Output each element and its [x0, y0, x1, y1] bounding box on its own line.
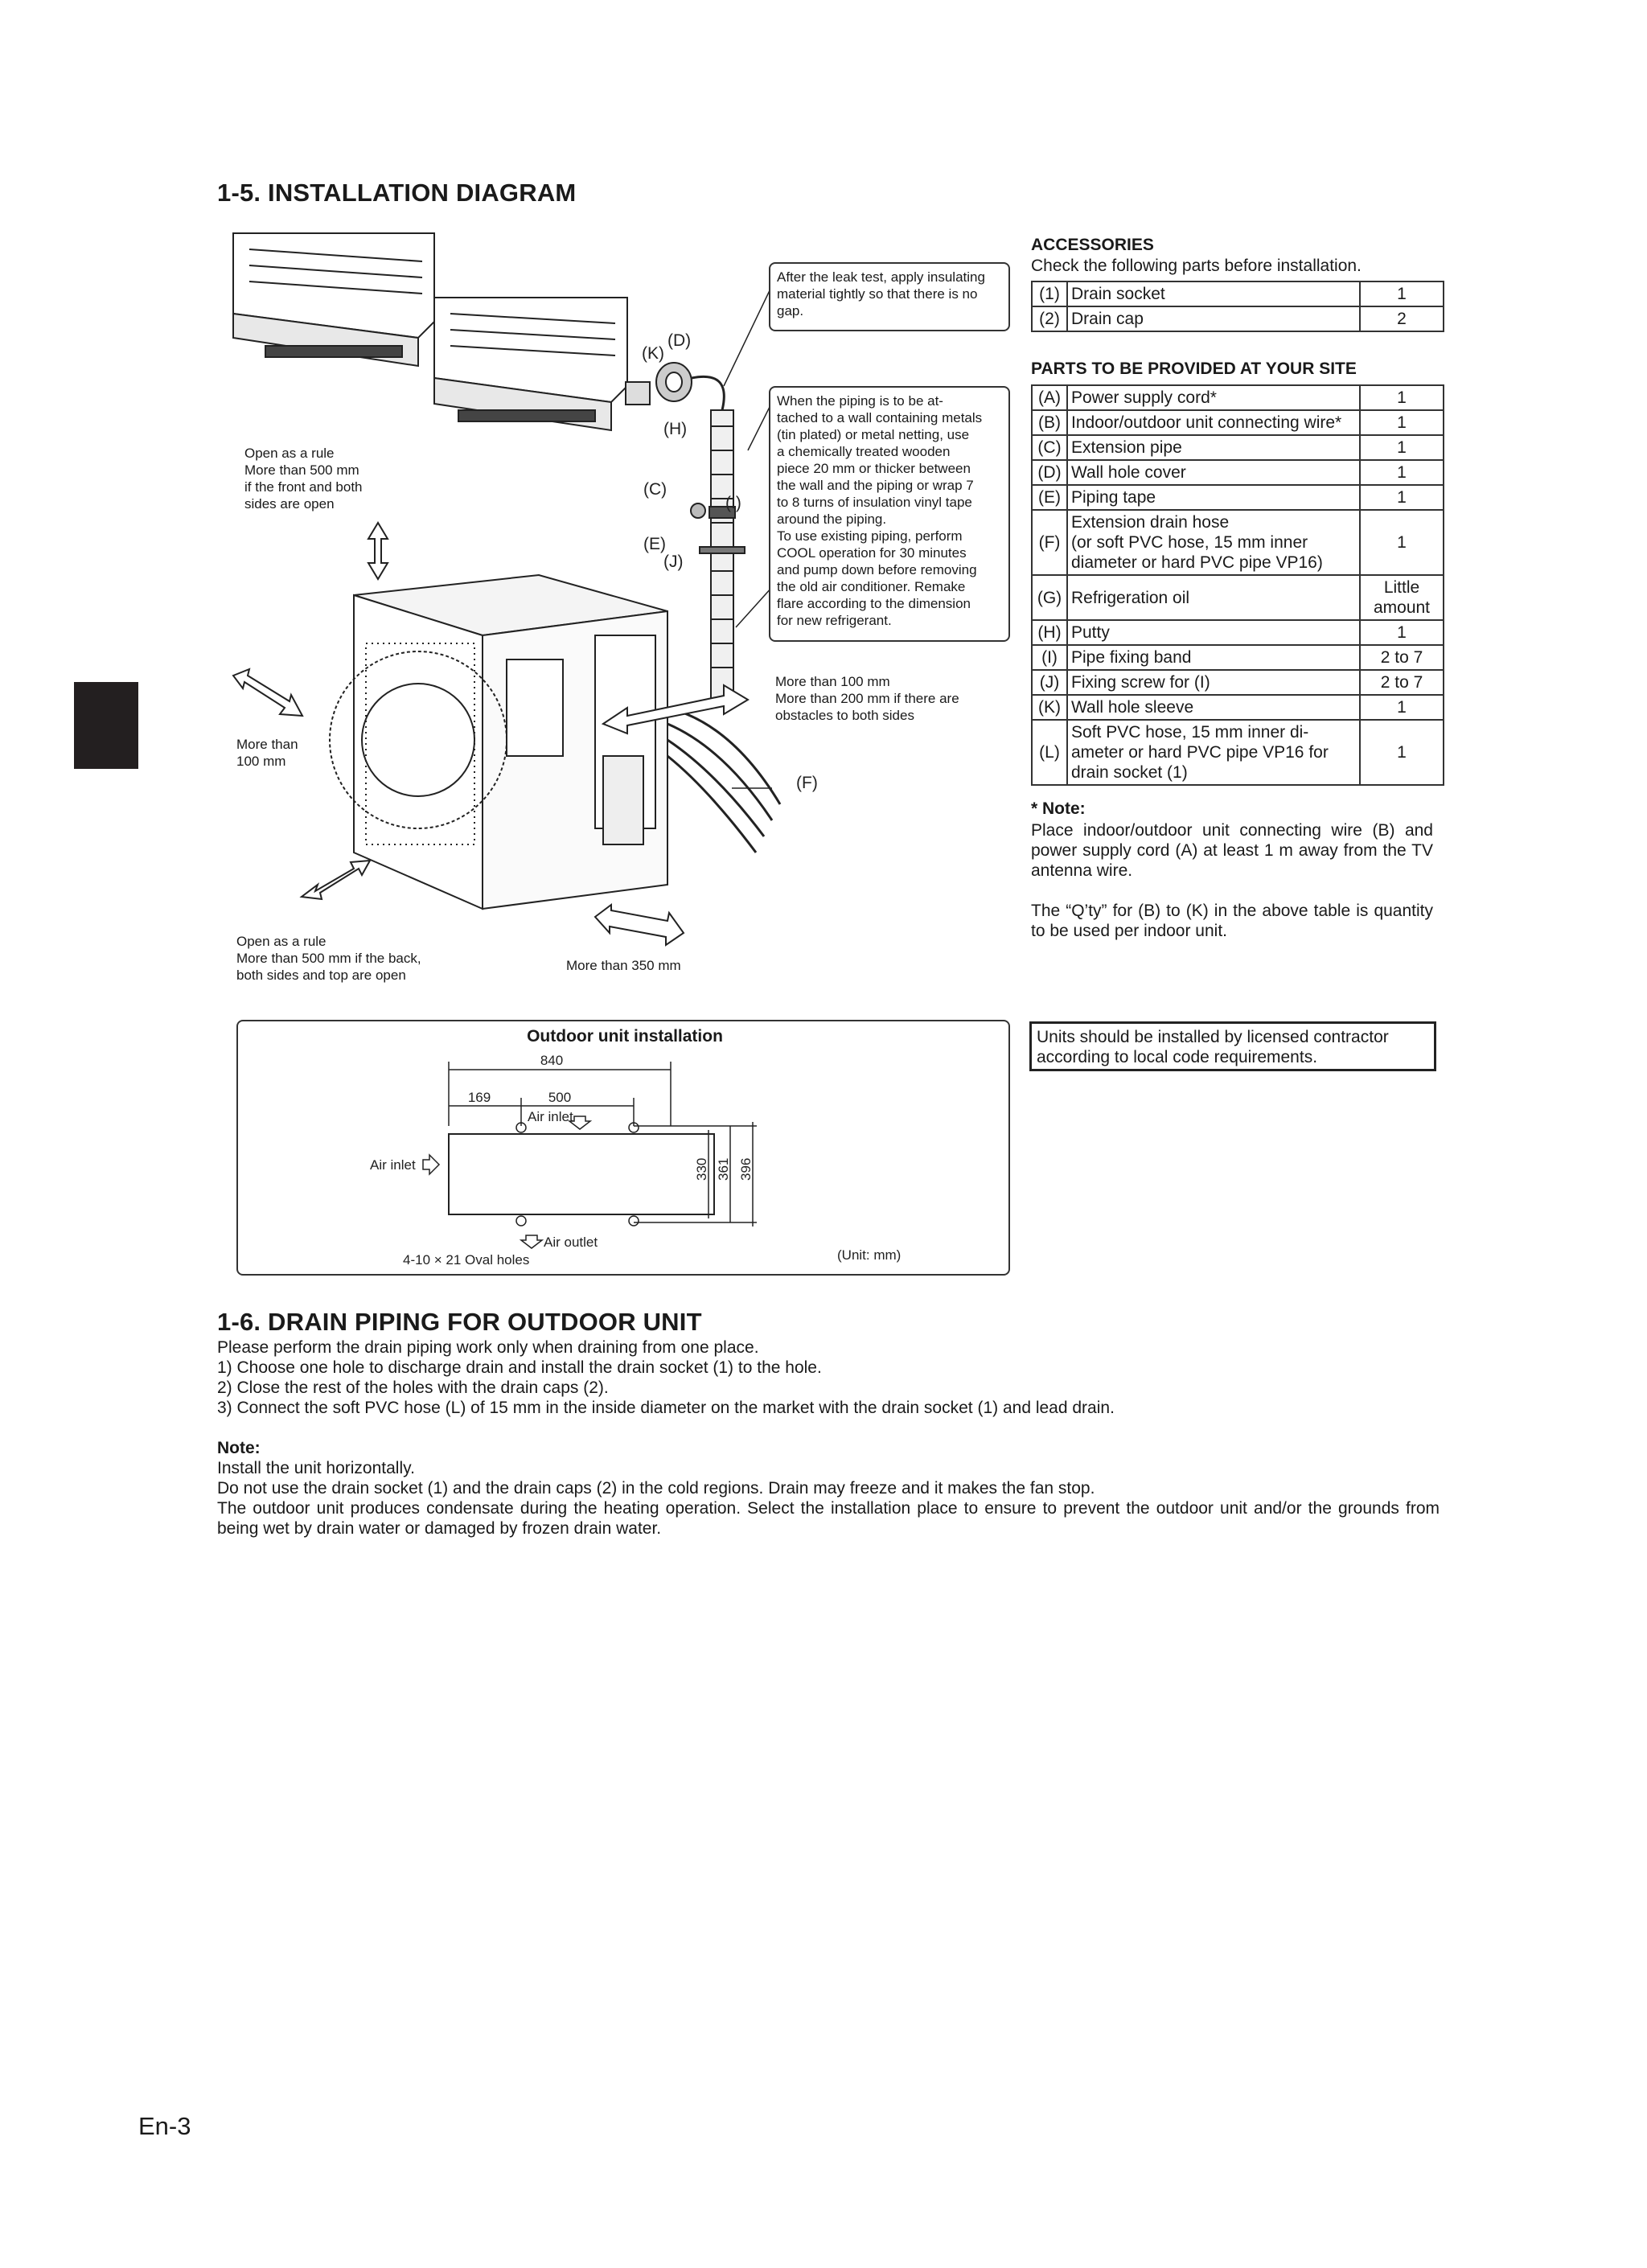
table-row: (E) Piping tape 1 [1032, 485, 1444, 510]
oval-holes-label: 4-10 × 21 Oval holes [403, 1252, 530, 1268]
table-row: (L) Soft PVC hose, 15 mm inner di- ameter or hard PVC pipe VP16 for drain socket (1) 1 [1032, 720, 1444, 785]
dim-396: 396 [738, 1157, 754, 1181]
dim-500: 500 [548, 1090, 572, 1105]
label-f: (F) [796, 774, 818, 792]
dim-169: 169 [467, 1090, 491, 1105]
table-row: (C) Extension pipe 1 [1032, 435, 1444, 460]
air-outlet-label: Air outlet [544, 1235, 598, 1250]
installation-diagram-title: 1-5. INSTALLATION DIAGRAM [217, 179, 577, 207]
page-number: En-3 [138, 2112, 191, 2140]
parts-heading: PARTS TO BE PROVIDED AT YOUR SITE [1031, 360, 1357, 378]
parts-table [1031, 384, 1444, 786]
dim-330: 330 [694, 1157, 709, 1181]
drain-note-3: The outdoor unit produces condensate during the heating operation. Select the installation place to ensure to prevent the outdoor unit and/or the grounds from being wet by drain water or damaged by frozen drain water. [217, 1499, 1440, 1538]
outdoor-installation-title: Outdoor unit installation [527, 1027, 723, 1046]
accessories-table [1031, 281, 1444, 332]
drain-step-1: 1) Choose one hole to discharge drain and install the drain socket (1) to the hole. [217, 1358, 822, 1377]
air-inlet-top-label: Air inlet [528, 1109, 573, 1124]
label-i: (I) [725, 494, 741, 512]
parts-note-text: Place indoor/outdoor unit connecting wire (B) and power supply cord (A) at least 1 m away from the TV antenna wire. [1031, 821, 1433, 880]
unit-mm-label: (Unit: mm) [837, 1247, 902, 1263]
pipe-assembly [656, 363, 745, 700]
accessories-intro: Check the following parts before installation. [1031, 257, 1362, 275]
outdoor-unit-installation-box [236, 1020, 1010, 1276]
table-row: (I) Pipe fixing band 2 to 7 [1032, 645, 1444, 670]
qty-note-text: The “Q’ty” for (B) to (K) in the above table is quantity to be used per indoor unit. [1031, 902, 1433, 940]
parts-note-heading: * Note: [1031, 799, 1086, 818]
clearance-left-text: More than 100 mm [236, 737, 298, 769]
label-j: (J) [663, 553, 684, 571]
drain-step-2: 2) Close the rest of the holes with the drain caps (2). [217, 1378, 609, 1397]
label-h: (H) [663, 420, 688, 438]
air-inlet-left-label: Air inlet [370, 1157, 416, 1173]
contractor-notice: Units should be installed by licensed contractor according to local code requirements. [1029, 1021, 1436, 1071]
table-row: (D) Wall hole cover 1 [1032, 460, 1444, 485]
piping-callout: When the piping is to be at- tached to a wall containing metals (tin plated) or metal netting, use a chemically treated wooden piece 20 mm or thicker between the wall and the piping or wrap 7 to 8 turns of insulation vinyl tape around the piping. To use existing piping, perform COOL operation for 30 minutes and pump down before removing the old air conditioner. Remake flare according to the dimension for new refrigerant. [769, 386, 1010, 642]
section-tab-marker [74, 682, 138, 769]
drain-note-2: Do not use the drain socket (1) and the drain caps (2) in the cold regions. Drain may freeze and it makes the fan stop. [217, 1479, 1095, 1498]
table-row: (1) Drain socket 1 [1032, 281, 1444, 306]
indoor-unit-right [434, 298, 650, 430]
table-row: (G) Refrigeration oil Little amount [1032, 575, 1444, 620]
drain-piping-title: 1-6. DRAIN PIPING FOR OUTDOOR UNIT [217, 1308, 702, 1336]
leak-test-callout: After the leak test, apply insulating material tightly so that there is no gap. [769, 262, 1010, 331]
outdoor-dimension-drawing [238, 1021, 1012, 1277]
clearance-back-text: Open as a rule More than 500 mm if the back, both sides and top are open [236, 934, 421, 983]
table-row: (J) Fixing screw for (I) 2 to 7 [1032, 670, 1444, 695]
drain-step-3: 3) Connect the soft PVC hose (L) of 15 mm in the inside diameter on the market with the drain socket (1) and lead drain. [217, 1399, 1115, 1417]
label-e: (E) [643, 535, 666, 553]
table-row: (2) Drain cap 2 [1032, 306, 1444, 331]
table-row: (B) Indoor/outdoor unit connecting wire* 1 [1032, 410, 1444, 435]
clearance-front-text: More than 350 mm [566, 958, 681, 973]
label-d: (D) [667, 331, 692, 350]
table-row: (A) Power supply cord* 1 [1032, 385, 1444, 410]
clearance-top-text: Open as a rule More than 500 mm if the front and both sides are open [244, 446, 363, 512]
indoor-unit-left [233, 233, 434, 366]
drain-piping-body [217, 1337, 1440, 1539]
table-row: (F) Extension drain hose (or soft PVC hose, 15 mm inner diameter or hard PVC pipe VP16) 1 [1032, 510, 1444, 575]
label-k: (K) [642, 344, 664, 363]
dim-840: 840 [540, 1053, 564, 1068]
drain-note-heading: Note: [217, 1439, 261, 1457]
table-row: (H) Putty 1 [1032, 620, 1444, 645]
accessories-heading: ACCESSORIES [1031, 236, 1154, 254]
drain-intro: Please perform the drain piping work only when draining from one place. [217, 1338, 759, 1357]
clearance-right-text: More than 100 mm More than 200 mm if there are obstacles to both sides [775, 674, 959, 723]
label-c: (C) [643, 480, 667, 499]
table-row: (K) Wall hole sleeve 1 [1032, 695, 1444, 720]
drain-note-1: Install the unit horizontally. [217, 1459, 415, 1477]
dim-361: 361 [716, 1157, 731, 1181]
